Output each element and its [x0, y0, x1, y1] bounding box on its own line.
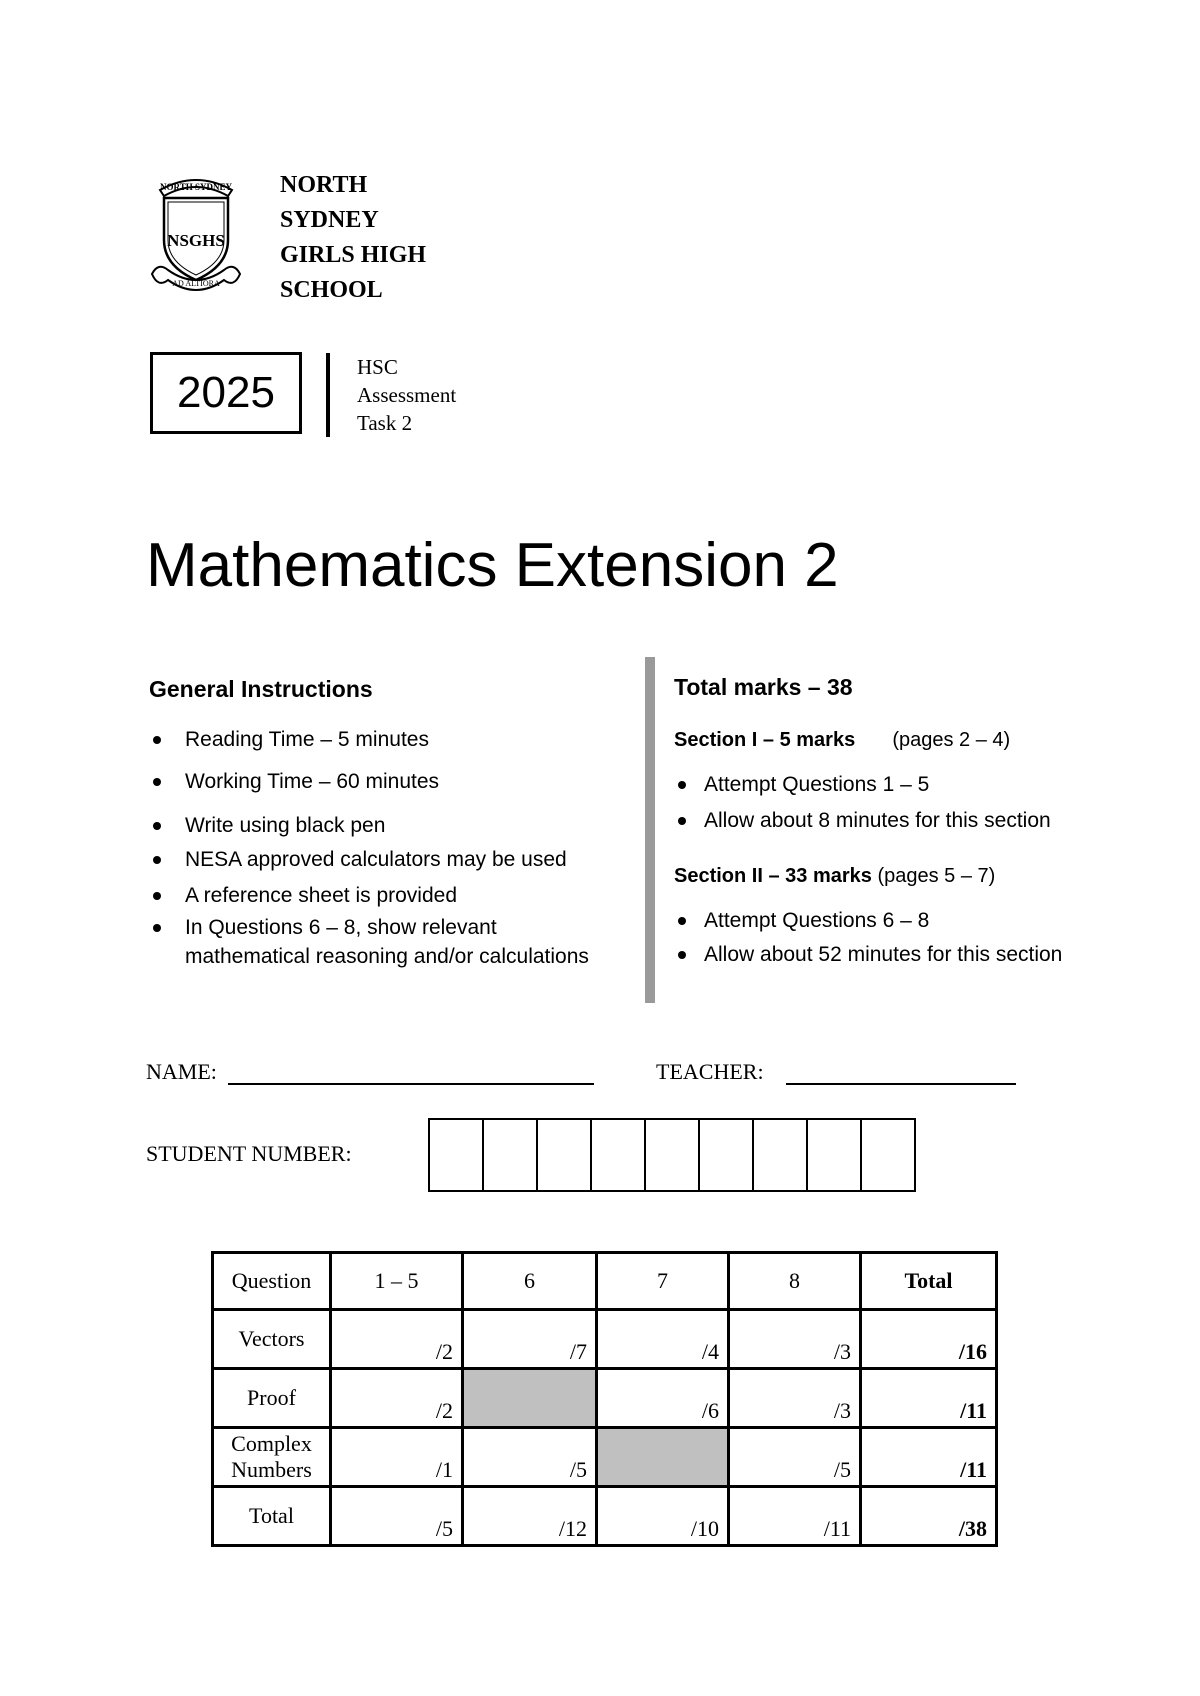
task-line: Assessment	[357, 383, 457, 407]
crest-monogram: NSGHS	[167, 231, 225, 250]
header-cell: 1 – 5	[331, 1253, 463, 1310]
student-number-boxes	[428, 1118, 916, 1192]
mark-cell: /2	[331, 1369, 463, 1428]
school-name-line: GIRLS HIGH	[280, 242, 427, 268]
instruction-item: A reference sheet is provided	[185, 881, 457, 910]
mark-cell: /5	[331, 1487, 463, 1546]
column-divider	[645, 657, 655, 1003]
mark-cell: /5	[463, 1428, 597, 1487]
total-cell: /11	[861, 1369, 997, 1428]
crest-banner-text: NORTH SYDNEY	[160, 182, 232, 192]
mark-cell: /3	[729, 1310, 861, 1369]
student-number-label: STUDENT NUMBER:	[146, 1141, 352, 1166]
section-2-label: Section II – 33 marks	[674, 865, 872, 887]
mark-cell: /3	[729, 1369, 861, 1428]
school-name-line: SCHOOL	[280, 277, 383, 303]
section-1-item: Attempt Questions 1 – 5	[704, 770, 929, 799]
row-label: Vectors	[213, 1310, 331, 1369]
name-label: NAME:	[146, 1059, 217, 1084]
mark-cell: /6	[597, 1369, 729, 1428]
row-label-line: Numbers	[231, 1457, 312, 1482]
header-cell: 6	[463, 1253, 597, 1310]
mark-cell: /2	[331, 1310, 463, 1369]
student-number-box[interactable]	[754, 1120, 808, 1190]
instruction-item: NESA approved calculators may be used	[185, 845, 567, 874]
section-1-label: Section I – 5 marks	[674, 729, 856, 751]
section-2-heading	[674, 862, 995, 890]
mark-cell: /1	[331, 1428, 463, 1487]
shaded-cell	[463, 1369, 597, 1428]
section-2-pages: (pages 5 – 7)	[877, 865, 996, 887]
year-divider	[326, 353, 330, 437]
instruction-item-continued: mathematical reasoning and/or calculations	[185, 945, 589, 968]
task-line: HSC	[357, 355, 398, 379]
school-name	[280, 168, 426, 308]
assessment-task-label	[357, 353, 456, 437]
total-cell: /11	[861, 1428, 997, 1487]
teacher-field[interactable]	[786, 1083, 1016, 1085]
school-name-line: SYDNEY	[280, 207, 379, 233]
table-row	[213, 1428, 997, 1487]
row-label	[213, 1428, 331, 1487]
total-marks-heading: Total marks – 38	[674, 674, 853, 700]
table-header-row	[213, 1253, 997, 1310]
header-cell: Total	[861, 1253, 997, 1310]
section-2-item: Attempt Questions 6 – 8	[704, 906, 929, 935]
total-cell: /38	[861, 1487, 997, 1546]
marks-table	[211, 1251, 998, 1547]
student-number-box[interactable]	[484, 1120, 538, 1190]
school-crest-logo	[146, 162, 246, 302]
mark-cell: /4	[597, 1310, 729, 1369]
row-label-line: Complex	[231, 1431, 312, 1456]
mark-cell: /10	[597, 1487, 729, 1546]
shaded-cell	[597, 1428, 729, 1487]
student-number-box[interactable]	[646, 1120, 700, 1190]
teacher-label: TEACHER:	[656, 1059, 764, 1084]
name-field[interactable]	[228, 1083, 594, 1085]
section-2-item: Allow about 52 minutes for this section	[704, 940, 1062, 969]
crest-motto: AD ALTIORA	[172, 279, 220, 288]
general-instructions-heading: General Instructions	[149, 676, 373, 702]
student-number-box[interactable]	[808, 1120, 862, 1190]
task-line: Task 2	[357, 411, 413, 435]
mark-cell: /7	[463, 1310, 597, 1369]
student-number-box[interactable]	[700, 1120, 754, 1190]
student-number-box[interactable]	[538, 1120, 592, 1190]
mark-cell: /5	[729, 1428, 861, 1487]
table-row	[213, 1369, 997, 1428]
section-1-item: Allow about 8 minutes for this section	[704, 806, 1051, 835]
mark-cell: /11	[729, 1487, 861, 1546]
student-number-box[interactable]	[592, 1120, 646, 1190]
table-row	[213, 1487, 997, 1546]
section-1-pages: (pages 2 – 4)	[892, 729, 1011, 751]
year-box: 2025	[150, 352, 302, 434]
total-cell: /16	[861, 1310, 997, 1369]
table-row	[213, 1310, 997, 1369]
section-1-heading	[674, 726, 1010, 754]
student-number-box[interactable]	[862, 1120, 914, 1190]
row-label: Total	[213, 1487, 331, 1546]
instruction-item: In Questions 6 – 8, show relevant	[185, 913, 497, 942]
instruction-item: Reading Time – 5 minutes	[185, 725, 429, 754]
mark-cell: /12	[463, 1487, 597, 1546]
instruction-item: Working Time – 60 minutes	[185, 767, 439, 796]
instruction-item: Write using black pen	[185, 811, 385, 840]
row-label: Proof	[213, 1369, 331, 1428]
header-cell: Question	[213, 1253, 331, 1310]
student-number-box[interactable]	[430, 1120, 484, 1190]
header-cell: 7	[597, 1253, 729, 1310]
page-title: Mathematics Extension 2	[146, 531, 839, 600]
header-cell: 8	[729, 1253, 861, 1310]
school-name-line: NORTH	[280, 172, 368, 198]
